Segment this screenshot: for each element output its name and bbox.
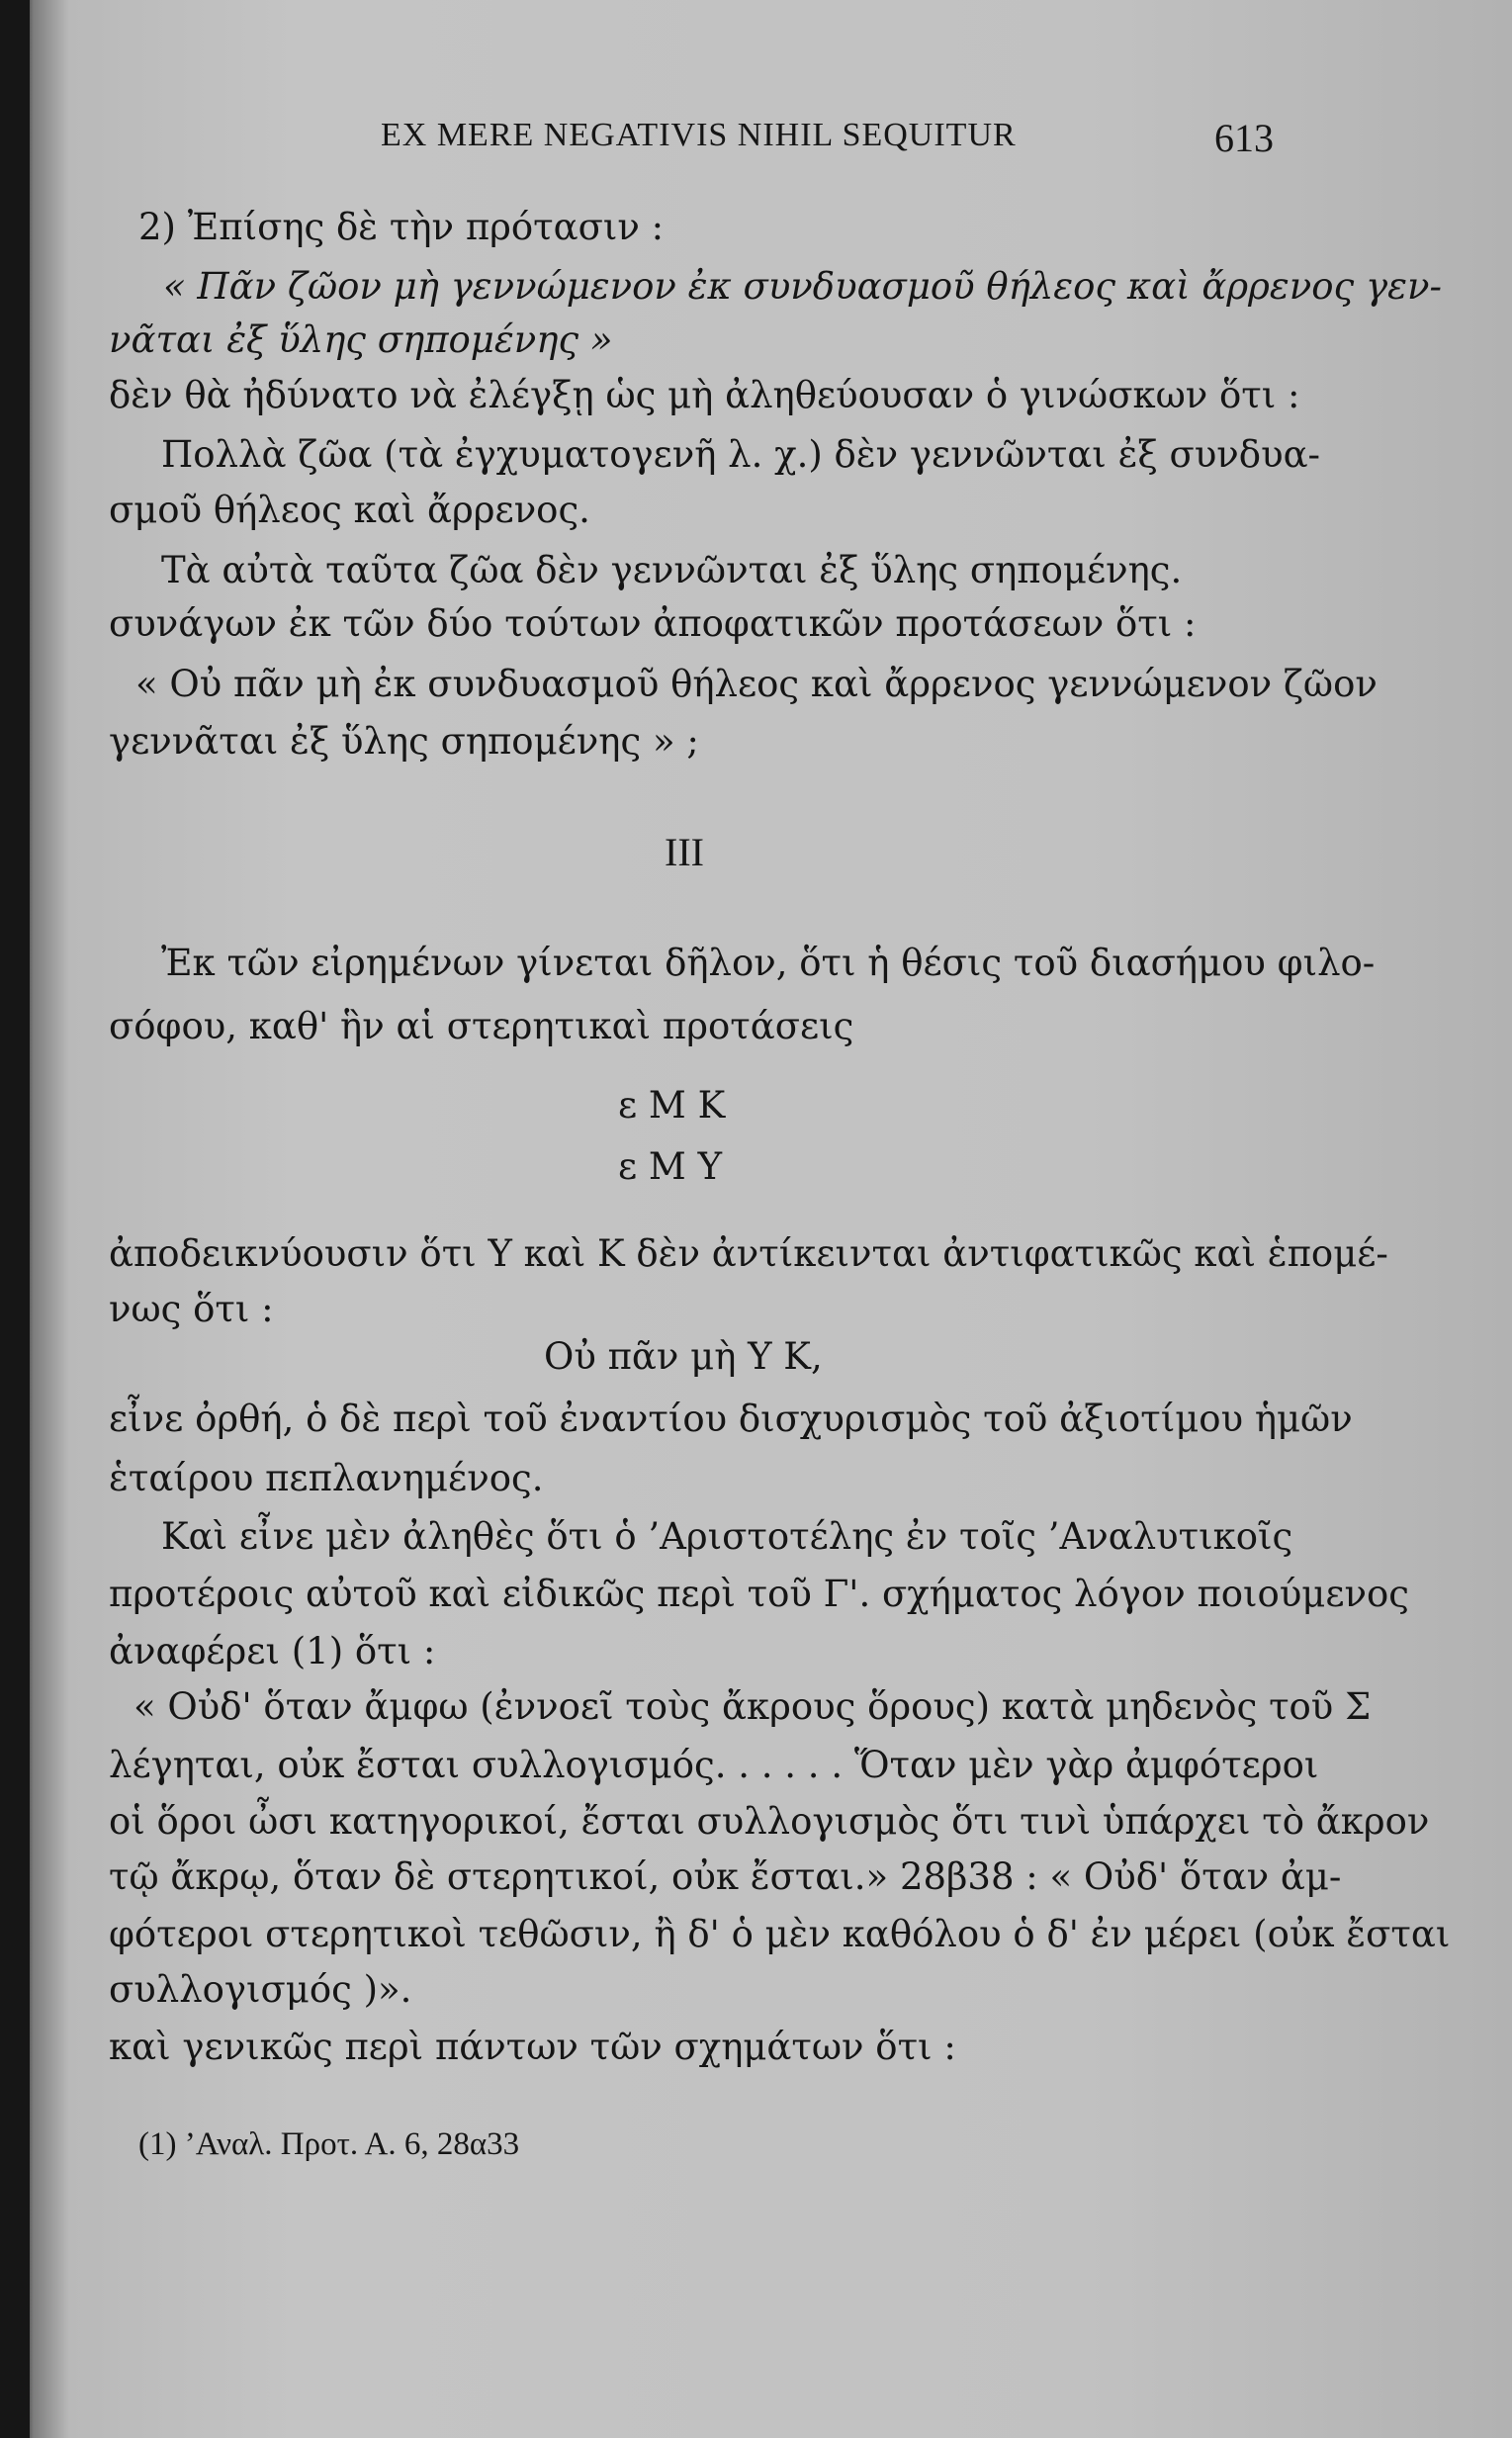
- text-line: « Οὐδ' ὅταν ἄμφω (ἐννοεῖ τοὺς ἄκρους ὅρους) κατὰ μηδενὸς τοῦ Σ: [133, 1685, 1372, 1728]
- text-line: ἀναφέρει (1) ὅτι :: [109, 1630, 436, 1672]
- page-number: 613: [1214, 116, 1274, 160]
- text-line: τῷ ἄκρῳ, ὅταν δὲ στερητικοί, οὐκ ἔσται.» 28β38 : « Οὐδ' ὅταν ἀμ-: [109, 1855, 1342, 1898]
- footnote: (1) ’Αναλ. Προτ. Α. 6, 28α33: [138, 2126, 520, 2162]
- text-line: ε Μ Κ: [618, 1084, 726, 1127]
- text-line: ἑταίρου πεπλανημένος.: [109, 1457, 544, 1499]
- book-spine-shadow: [0, 0, 30, 2438]
- text-line: 2) Ἐπίσης δὲ τὴν πρότασιν :: [138, 206, 665, 248]
- text-line: συνάγων ἐκ τῶν δύο τούτων ἀποφατικῶν προτάσεων ὅτι :: [109, 602, 1197, 645]
- text-line: νως ὅτι :: [109, 1288, 274, 1330]
- running-header: EX MERE NEGATIVIS NIHIL SEQUITUR: [381, 117, 1017, 153]
- text-line: Ἐκ τῶν εἰρημένων γίνεται δῆλον, ὅτι ἡ θέσις τοῦ διασήμου φιλο-: [161, 942, 1376, 984]
- text-line: Καὶ εἶνε μὲν ἀληθὲς ὅτι ὁ ’Αριστοτέλης ἐν τοῖς ’Αναλυτικοῖς: [161, 1515, 1293, 1558]
- text-line: Τὰ αὐτὰ ταῦτα ζῶα δὲν γεννῶνται ἐξ ὕλης σηπομένης.: [161, 549, 1183, 591]
- text-line: νᾶται ἐξ ὕλης σηπομένης »: [109, 318, 613, 361]
- text-line: συλλογισμός )».: [109, 1968, 412, 2011]
- text-line: καὶ γενικῶς περὶ πάντων τῶν σχημάτων ὅτι :: [109, 2026, 956, 2068]
- text-line: εἶνε ὀρθή, ὁ δὲ περὶ τοῦ ἐναντίου δισχυρισμὸς τοῦ ἀξιοτίμου ἡμῶν: [109, 1398, 1353, 1440]
- text-line: γεννᾶται ἐξ ὕλης σηπομένης » ;: [109, 720, 699, 763]
- text-line: σμοῦ θήλεος καὶ ἄρρενος.: [109, 489, 590, 531]
- text-line: δὲν θὰ ἠδύνατο νὰ ἐλέγξῃ ὡς μὴ ἀληθεύουσαν ὁ γινώσκων ὅτι :: [109, 374, 1300, 416]
- text-line: σόφου, καθ' ἣν αἱ στερητικαὶ προτάσεις: [109, 1005, 854, 1047]
- text-line: Οὐ πᾶν μὴ Υ Κ,: [544, 1335, 823, 1378]
- text-line: οἱ ὅροι ὦσι κατηγορικοί, ἔσται συλλογισμὸς ὅτι τινὶ ὑπάρχει τὸ ἄκρον: [109, 1800, 1430, 1843]
- text-line: προτέροις αὐτοῦ καὶ εἰδικῶς περὶ τοῦ Γ'. σχήματος λόγον ποιούμενος: [109, 1573, 1410, 1615]
- text-line: « Πᾶν ζῶον μὴ γεννώμενον ἐκ συνδυασμοῦ θήλεος καὶ ἄρρενος γεν-: [163, 265, 1442, 308]
- text-line: ἀποδεικνύουσιν ὅτι Υ καὶ Κ δὲν ἀντίκεινται ἀντιφατικῶς καὶ ἑπομέ-: [109, 1232, 1388, 1275]
- section-heading: III: [665, 830, 704, 874]
- text-line: λέγηται, οὐκ ἔσται συλλογισμός. . . . . . Ὅταν μὲν γὰρ ἀμφότεροι: [109, 1744, 1319, 1786]
- text-line: ε Μ Υ: [618, 1145, 723, 1188]
- text-line: Πολλὰ ζῶα (τὰ ἐγχυματογενῆ λ. χ.) δὲν γεννῶνται ἐξ συνδυα-: [161, 433, 1321, 476]
- text-line: φότεροι στερητικοὶ τεθῶσιν, ἢ δ' ὁ μὲν καθόλου ὁ δ' ἐν μέρει (οὐκ ἔσται: [109, 1913, 1451, 1955]
- text-line: « Οὐ πᾶν μὴ ἐκ συνδυασμοῦ θήλεος καὶ ἄρρενος γεννώμενον ζῶον: [135, 663, 1378, 705]
